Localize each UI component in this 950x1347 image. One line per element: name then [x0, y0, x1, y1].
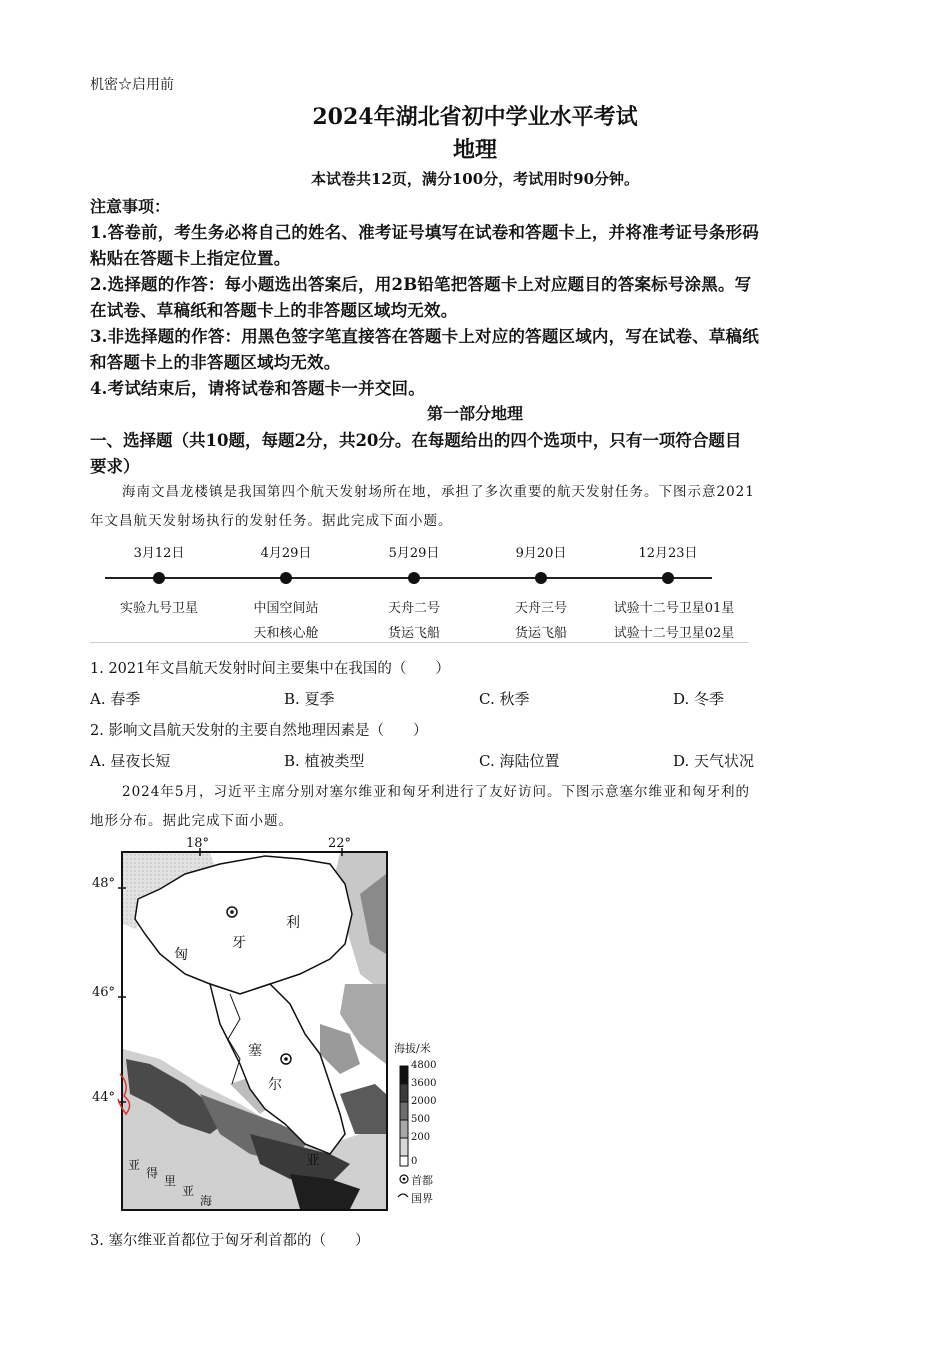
map-country-label: 塞	[248, 1043, 262, 1059]
question-1-option-b[interactable]: B. 夏季	[284, 690, 335, 708]
timeline-dot	[662, 572, 674, 584]
legend-value: 500	[411, 1114, 431, 1125]
legend-border-icon	[398, 1194, 408, 1197]
timeline-label: 货运飞船	[514, 626, 567, 641]
note-line: 在试卷、草稿纸和答题卡上的非答题区域均无效。	[90, 301, 458, 320]
note-line: 粘贴在答题卡上指定位置。	[90, 249, 291, 268]
map-lat-label: 46°	[92, 985, 116, 1000]
legend-value: 0	[411, 1156, 418, 1167]
exam-title: 2024年湖北省初中学业水平考试	[312, 104, 638, 130]
map-country-label: 尔	[268, 1077, 282, 1093]
timeline-dot	[408, 572, 420, 584]
timeline-label: 天舟三号	[514, 601, 567, 616]
terrain-map	[90, 834, 440, 1219]
map-lat-label: 48°	[92, 876, 116, 891]
timeline-date: 4月29日	[260, 546, 312, 561]
question-1-option-c[interactable]: C. 秋季	[479, 690, 530, 708]
question-2-option-b[interactable]: B. 植被类型	[284, 752, 365, 770]
map-country-label: 维	[286, 1113, 300, 1129]
question-2-option-a[interactable]: A. 昼夜长短	[90, 752, 171, 770]
section-heading-cont: 要求）	[90, 457, 140, 476]
passage2-line2: 地形分布。据此完成下面小题。	[90, 813, 293, 829]
timeline-label: 天舟二号	[387, 601, 440, 616]
map-sea-label: 里	[164, 1174, 177, 1188]
part-title: 第一部分地理	[426, 404, 523, 423]
exam-subtitle: 本试卷共12页，满分100分，考试用时90分钟。	[310, 170, 640, 188]
passage2-line1: 2024年5月，习近平主席分别对塞尔维亚和匈牙利进行了友好访问。下图示意塞尔维亚和匈牙利的	[122, 784, 750, 800]
map-sea-label: 得	[146, 1166, 159, 1180]
timeline-label: 试验十二号卫星02星	[613, 626, 735, 641]
map-country-label: 牙	[232, 935, 246, 951]
question-1-option-d[interactable]: D. 冬季	[673, 690, 725, 708]
passage1-line2: 年文昌航天发射场执行的发射任务。据此完成下面小题。	[90, 513, 453, 529]
timeline-dot	[280, 572, 292, 584]
legend-value: 2000	[411, 1096, 437, 1107]
timeline-date: 5月29日	[388, 546, 440, 561]
map-country-label: 匈	[174, 947, 188, 963]
timeline-dot	[153, 572, 165, 584]
note-line: 2.选择题的作答：每小题选出答案后，用2B铅笔把答题卡上对应题目的答案标号涂黑。写	[90, 275, 752, 294]
confidential-mark: 机密☆启用前	[90, 77, 174, 93]
legend-title: 海拔/米	[394, 1042, 431, 1055]
map-country-label: 利	[286, 915, 300, 931]
note-line: 3.非选择题的作答：用黑色签字笔直接答在答题卡上对应的答题区域内，写在试卷、草稿纸	[90, 327, 759, 346]
legend-capital-label: 首都	[411, 1174, 433, 1187]
timeline-date: 3月12日	[133, 546, 185, 561]
question-3-stem: 3. 塞尔维亚首都位于匈牙利首都的（ ）	[90, 1233, 370, 1249]
timeline-date: 9月20日	[515, 546, 567, 561]
timeline-label: 天和核心舱	[253, 626, 319, 641]
map-country-label: 亚	[306, 1153, 320, 1169]
legend-value: 4800	[411, 1060, 437, 1071]
timeline-dot	[535, 572, 547, 584]
note-line: 和答题卡上的非答题区域均无效。	[90, 353, 341, 372]
map-sea-label: 亚	[128, 1158, 141, 1172]
map-sea-label: 海	[200, 1194, 213, 1208]
map-lat-label: 44°	[92, 1090, 116, 1105]
question-2-option-d[interactable]: D. 天气状况	[673, 752, 755, 770]
section-heading: 一、选择题（共10题，每题2分，共20分。在每题给出的四个选项中，只有一项符合题目	[90, 431, 742, 450]
legend-border-label: 国界	[411, 1192, 433, 1205]
timeline-label: 中国空间站	[253, 601, 319, 616]
timeline-label: 实验九号卫星	[119, 601, 198, 616]
map-lon-label: 22°	[328, 836, 352, 851]
question-2-option-c[interactable]: C. 海陆位置	[479, 752, 560, 770]
map-lon-label: 18°	[186, 836, 210, 851]
legend-value: 200	[411, 1132, 431, 1143]
notes-heading: 注意事项：	[90, 197, 171, 216]
timeline-label: 试验十二号卫星01星	[613, 601, 735, 616]
note-line: 4.考试结束后，请将试卷和答题卡一并交回。	[90, 379, 425, 398]
timeline-label: 货运飞船	[387, 626, 440, 641]
question-2-stem: 2. 影响文昌航天发射的主要自然地理因素是（ ）	[90, 723, 428, 739]
map-sea-label: 亚	[182, 1184, 195, 1198]
legend-value: 3600	[411, 1078, 437, 1089]
subject-title: 地理	[452, 137, 497, 163]
question-1-option-a[interactable]: A. 春季	[90, 690, 141, 708]
timeline-date: 12月23日	[638, 546, 698, 561]
note-line: 1.答卷前，考生务必将自己的姓名、准考证号填写在试卷和答题卡上，并将准考证号条形码	[90, 223, 759, 242]
passage1-line1: 海南文昌龙楼镇是我国第四个航天发射场所在地，承担了多次重要的航天发射任务。下图示意2021	[122, 484, 755, 500]
question-1-stem: 1. 2021年文昌航天发射时间主要集中在我国的（ ）	[90, 661, 450, 677]
